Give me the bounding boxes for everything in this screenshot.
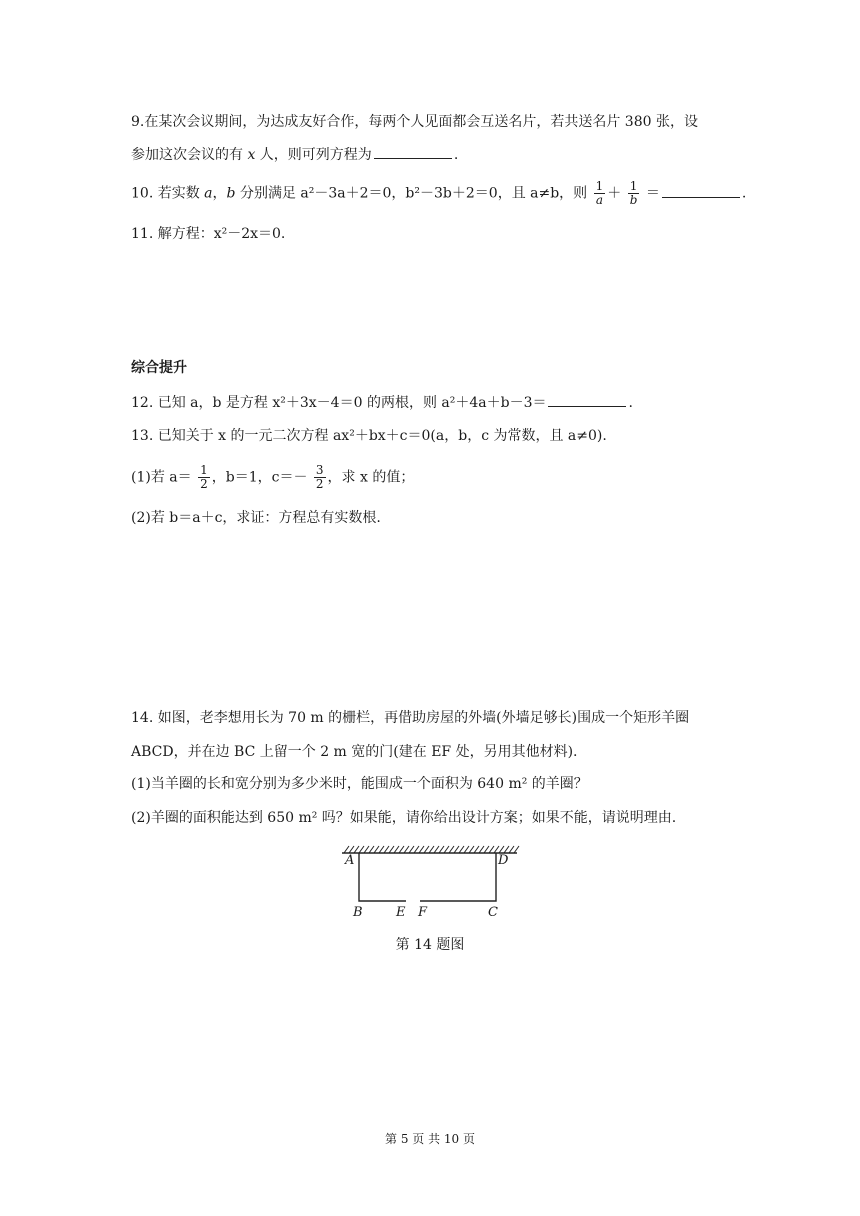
hatch-stroke	[514, 846, 519, 853]
q10-equals: ＝	[645, 185, 660, 202]
q14-line1: 14. 如图，老李想用长为 70 m 的栅栏，再借助房屋的外墙(外墙足够长)围成一个矩形羊圈	[131, 710, 690, 726]
hatch-stroke	[429, 846, 434, 853]
hatch-stroke	[404, 846, 409, 853]
hatch-stroke	[489, 846, 494, 853]
q9-answer-blank[interactable]	[374, 144, 452, 159]
q10-comma: ，	[212, 185, 227, 202]
hatch-stroke	[409, 846, 414, 853]
q10-plus: ＋	[607, 185, 622, 202]
q10-fraction-1-over-b	[628, 180, 640, 207]
q10-answer-blank[interactable]	[662, 183, 740, 198]
frac-denominator: b	[629, 193, 638, 207]
frac-numerator: 1	[200, 463, 208, 477]
hatch-stroke	[434, 846, 439, 853]
hatch-stroke	[454, 846, 459, 853]
hatch-stroke	[509, 846, 514, 853]
q13-p1-b: ，b＝1，c＝－	[211, 469, 308, 486]
hatch-stroke	[424, 846, 429, 853]
hatch-stroke	[344, 846, 349, 853]
hatch-stroke	[499, 846, 504, 853]
hatch-stroke	[449, 846, 454, 853]
hatch-stroke	[494, 846, 499, 853]
q10-fraction-1-over-a	[594, 180, 606, 207]
hatch-stroke	[479, 846, 484, 853]
hatch-stroke	[474, 846, 479, 853]
q12-answer-blank[interactable]	[548, 392, 626, 407]
hatch-stroke	[389, 846, 394, 853]
hatch-stroke	[419, 846, 424, 853]
q14-line2: ABCD，并在边 BC 上留一个 2 m 宽的门(建在 EF 处，另用其他材料).	[131, 744, 578, 760]
q10-end: .	[741, 185, 747, 202]
q13-fraction-one-half	[198, 464, 210, 491]
q13-p1-c: ，求 x 的值；	[327, 469, 415, 486]
hatch-stroke	[394, 846, 399, 853]
frac-numerator: 1	[595, 179, 604, 193]
q9-end: .	[453, 147, 459, 163]
q10-equations: a²－3a＋2＝0，b²－3b＋2＝0，且 a≠b，则	[300, 185, 588, 202]
q9-text-a: 参加这次会议的有	[131, 147, 248, 163]
q14-line4: (2)羊圈的面积能达到 650 m² 吗？如果能，请你给出设计方案；如果不能，请说明理由.	[131, 810, 677, 826]
q10-line	[131, 180, 750, 207]
q14-line3: (1)当羊圈的长和宽分别为多少米时，能围成一个面积为 640 m² 的羊圈？	[131, 776, 588, 792]
section-title: 综合提升	[131, 360, 187, 376]
label-E: E	[396, 905, 406, 920]
q12-end: .	[628, 395, 633, 411]
q12-line	[131, 392, 750, 413]
fence-left-segment	[359, 853, 406, 901]
q10-var-a: a	[204, 185, 213, 202]
frac-denominator: a	[595, 193, 604, 207]
q9-line1: 9.在某次会议期间，为达成友好合作，每两个人见面都会互送名片，若共送名片 380 张，设	[131, 114, 698, 130]
hatch-stroke	[414, 846, 419, 853]
q13-part1	[131, 464, 750, 491]
q11-line: 11. 解方程：x²－2x＝0.	[131, 226, 286, 242]
hatch-stroke	[469, 846, 474, 853]
hatch-stroke	[374, 846, 379, 853]
q10-mid: 分别满足	[235, 185, 301, 202]
q9-text-b: 人，则可列方程为	[255, 147, 372, 163]
hatch-stroke	[354, 846, 359, 853]
frac-denominator: 2	[200, 477, 208, 491]
fence-right-segment	[420, 853, 496, 901]
hatch-stroke	[399, 846, 404, 853]
page-footer: 第 5 页 共 10 页	[385, 1132, 475, 1146]
hatch-stroke	[359, 846, 364, 853]
frac-numerator: 3	[315, 463, 324, 477]
label-D: D	[498, 853, 509, 868]
q10-var-b: b	[226, 185, 236, 202]
hatch-stroke	[349, 846, 354, 853]
hatch-stroke	[464, 846, 469, 853]
wall-hatching	[344, 846, 519, 853]
hatch-stroke	[444, 846, 449, 853]
q10-prefix: 10. 若实数	[131, 185, 205, 202]
label-F: F	[418, 905, 428, 920]
hatch-stroke	[364, 846, 369, 853]
label-C: C	[488, 905, 498, 920]
q13-part2: (2)若 b＝a＋c，求证：方程总有实数根.	[131, 510, 381, 526]
pen-diagram	[340, 840, 520, 924]
frac-denominator: 2	[315, 477, 324, 491]
hatch-stroke	[504, 846, 509, 853]
hatch-stroke	[439, 846, 444, 853]
q13-stem: 13. 已知关于 x 的一元二次方程 ax²＋bx＋c＝0(a，b，c 为常数，且 a≠0).	[131, 428, 607, 444]
frac-numerator: 1	[629, 179, 638, 193]
hatch-stroke	[384, 846, 389, 853]
q12-text: 12. 已知 a，b 是方程 x²＋3x－4＝0 的两根，则 a²＋4a＋b－3＝	[131, 395, 547, 411]
q13-p1-a: (1)若 a＝	[131, 469, 192, 486]
hatch-stroke	[379, 846, 384, 853]
hatch-stroke	[484, 846, 489, 853]
q13-fraction-three-halves	[314, 464, 326, 491]
label-A: A	[345, 853, 355, 868]
q9-var: x	[247, 147, 256, 163]
hatch-stroke	[369, 846, 374, 853]
q9-line2	[131, 144, 750, 165]
figure-caption: 第 14 题图	[395, 937, 465, 953]
hatch-stroke	[459, 846, 464, 853]
label-B: B	[353, 905, 363, 920]
